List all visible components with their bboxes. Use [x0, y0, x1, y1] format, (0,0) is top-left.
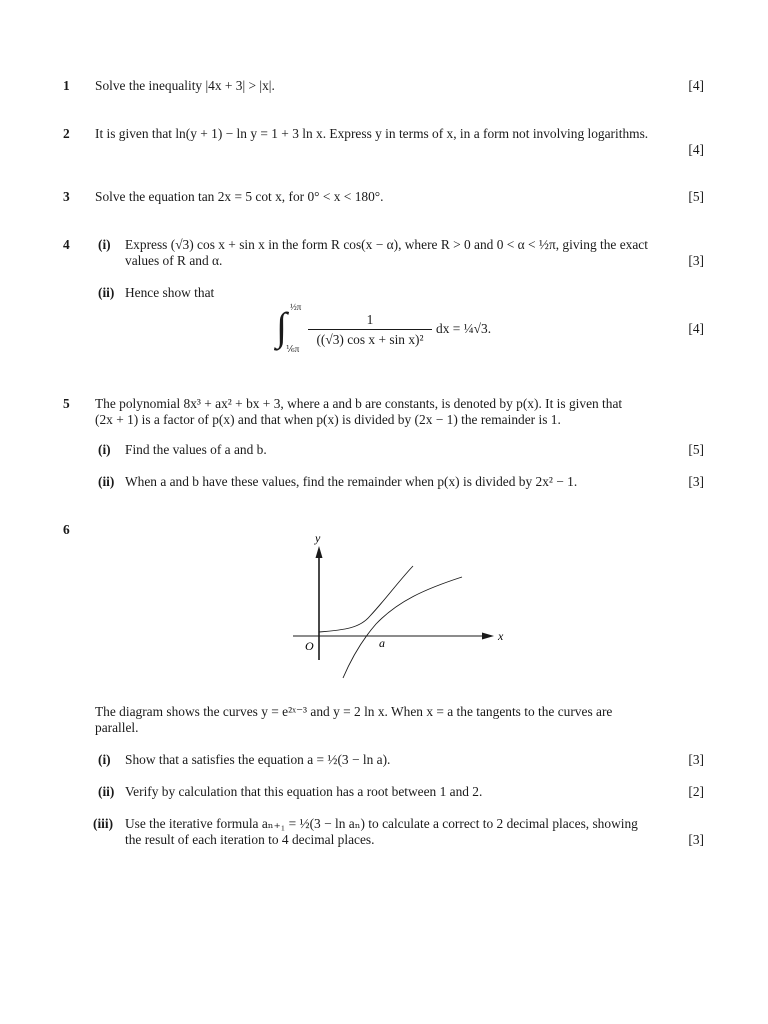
part-text: Find the values of a and b.	[125, 442, 267, 457]
question-number: 1	[63, 78, 70, 93]
integral-sign: ∫	[276, 304, 287, 349]
part-text-line2: the result of each iteration to 4 decimal places.	[125, 832, 375, 847]
marks: [3]	[688, 752, 704, 767]
part-label: (i)	[98, 442, 111, 457]
x-axis-label: x	[498, 629, 504, 643]
marks: [3]	[688, 832, 704, 847]
y-axis-arrow	[316, 546, 323, 558]
integral-result: dx = ¼√3.	[436, 321, 492, 336]
question-text: Solve the inequality |4x + 3| > |x|.	[95, 78, 275, 93]
exponential-curve	[319, 566, 413, 632]
question-number: 2	[63, 126, 70, 141]
part-text-line1: Use the iterative formula aₙ₊₁ = ½(3 − ln aₙ) to calculate a correct to 2 decimal places, showing	[125, 816, 638, 831]
marks: [3]	[688, 474, 704, 489]
part-label: (iii)	[93, 816, 114, 831]
part-text-line1: Express (√3) cos x + sin x in the form R cos(x − α), where R > 0 and 0 < α < ½π, giving the exact	[125, 237, 648, 252]
question-text-line1: The diagram shows the curves y = e²ˣ⁻³ and y = 2 ln x. When x = a the tangents to the curves are	[95, 704, 613, 719]
part-text-line2: values of R and α.	[125, 253, 223, 268]
part-text: When a and b have these values, find the remainder when p(x) is divided by 2x² − 1.	[125, 474, 578, 489]
question-number: 5	[63, 396, 70, 411]
marks: [5]	[688, 189, 704, 204]
question-text-line2: parallel.	[95, 720, 139, 735]
x-axis-arrow	[482, 633, 494, 640]
integrand-numerator: 1	[366, 312, 374, 327]
integral-lower-limit: ⅙π	[286, 344, 300, 354]
y-axis-label: y	[315, 531, 321, 545]
part-label: (ii)	[98, 474, 115, 489]
question-text: Solve the equation tan 2x = 5 cot x, for 0° < x < 180°.	[95, 189, 384, 204]
question-text-line1: The polynomial 8x³ + ax² + bx + 3, where a and b are constants, is denoted by p(x). It is given that	[95, 396, 623, 411]
marks: [4]	[688, 321, 704, 336]
part-label: (ii)	[98, 784, 115, 799]
integral-expression	[276, 304, 536, 356]
part-label: (ii)	[98, 285, 115, 300]
marks: [5]	[688, 442, 704, 457]
marks: [4]	[688, 142, 704, 157]
part-label: (i)	[98, 237, 111, 252]
origin-label: O	[305, 639, 314, 653]
marks: [2]	[688, 784, 704, 799]
integrand-denominator: ((√3) cos x + sin x)²	[316, 332, 424, 347]
integral-upper-limit: ½π	[290, 302, 302, 312]
part-text: Hence show that	[125, 285, 215, 300]
question-number: 3	[63, 189, 70, 204]
question-text: It is given that ln(y + 1) − ln y = 1 + 3 ln x. Express y in terms of x, in a form not involving logarithms.	[95, 126, 649, 141]
part-text: Show that a satisfies the equation a = ½(3 − ln a).	[125, 752, 391, 767]
marks: [4]	[688, 78, 704, 93]
point-a-label: a	[379, 636, 385, 650]
question-text-line2: (2x + 1) is a factor of p(x) and that when p(x) is divided by (2x − 1) the remainder is 1.	[95, 412, 561, 427]
fraction-bar	[308, 329, 432, 330]
logarithmic-curve	[343, 577, 462, 678]
question-number: 4	[63, 237, 70, 252]
part-text: Verify by calculation that this equation has a root between 1 and 2.	[125, 784, 483, 799]
part-label: (i)	[98, 752, 111, 767]
marks: [3]	[688, 253, 704, 268]
question-number: 6	[63, 522, 70, 537]
